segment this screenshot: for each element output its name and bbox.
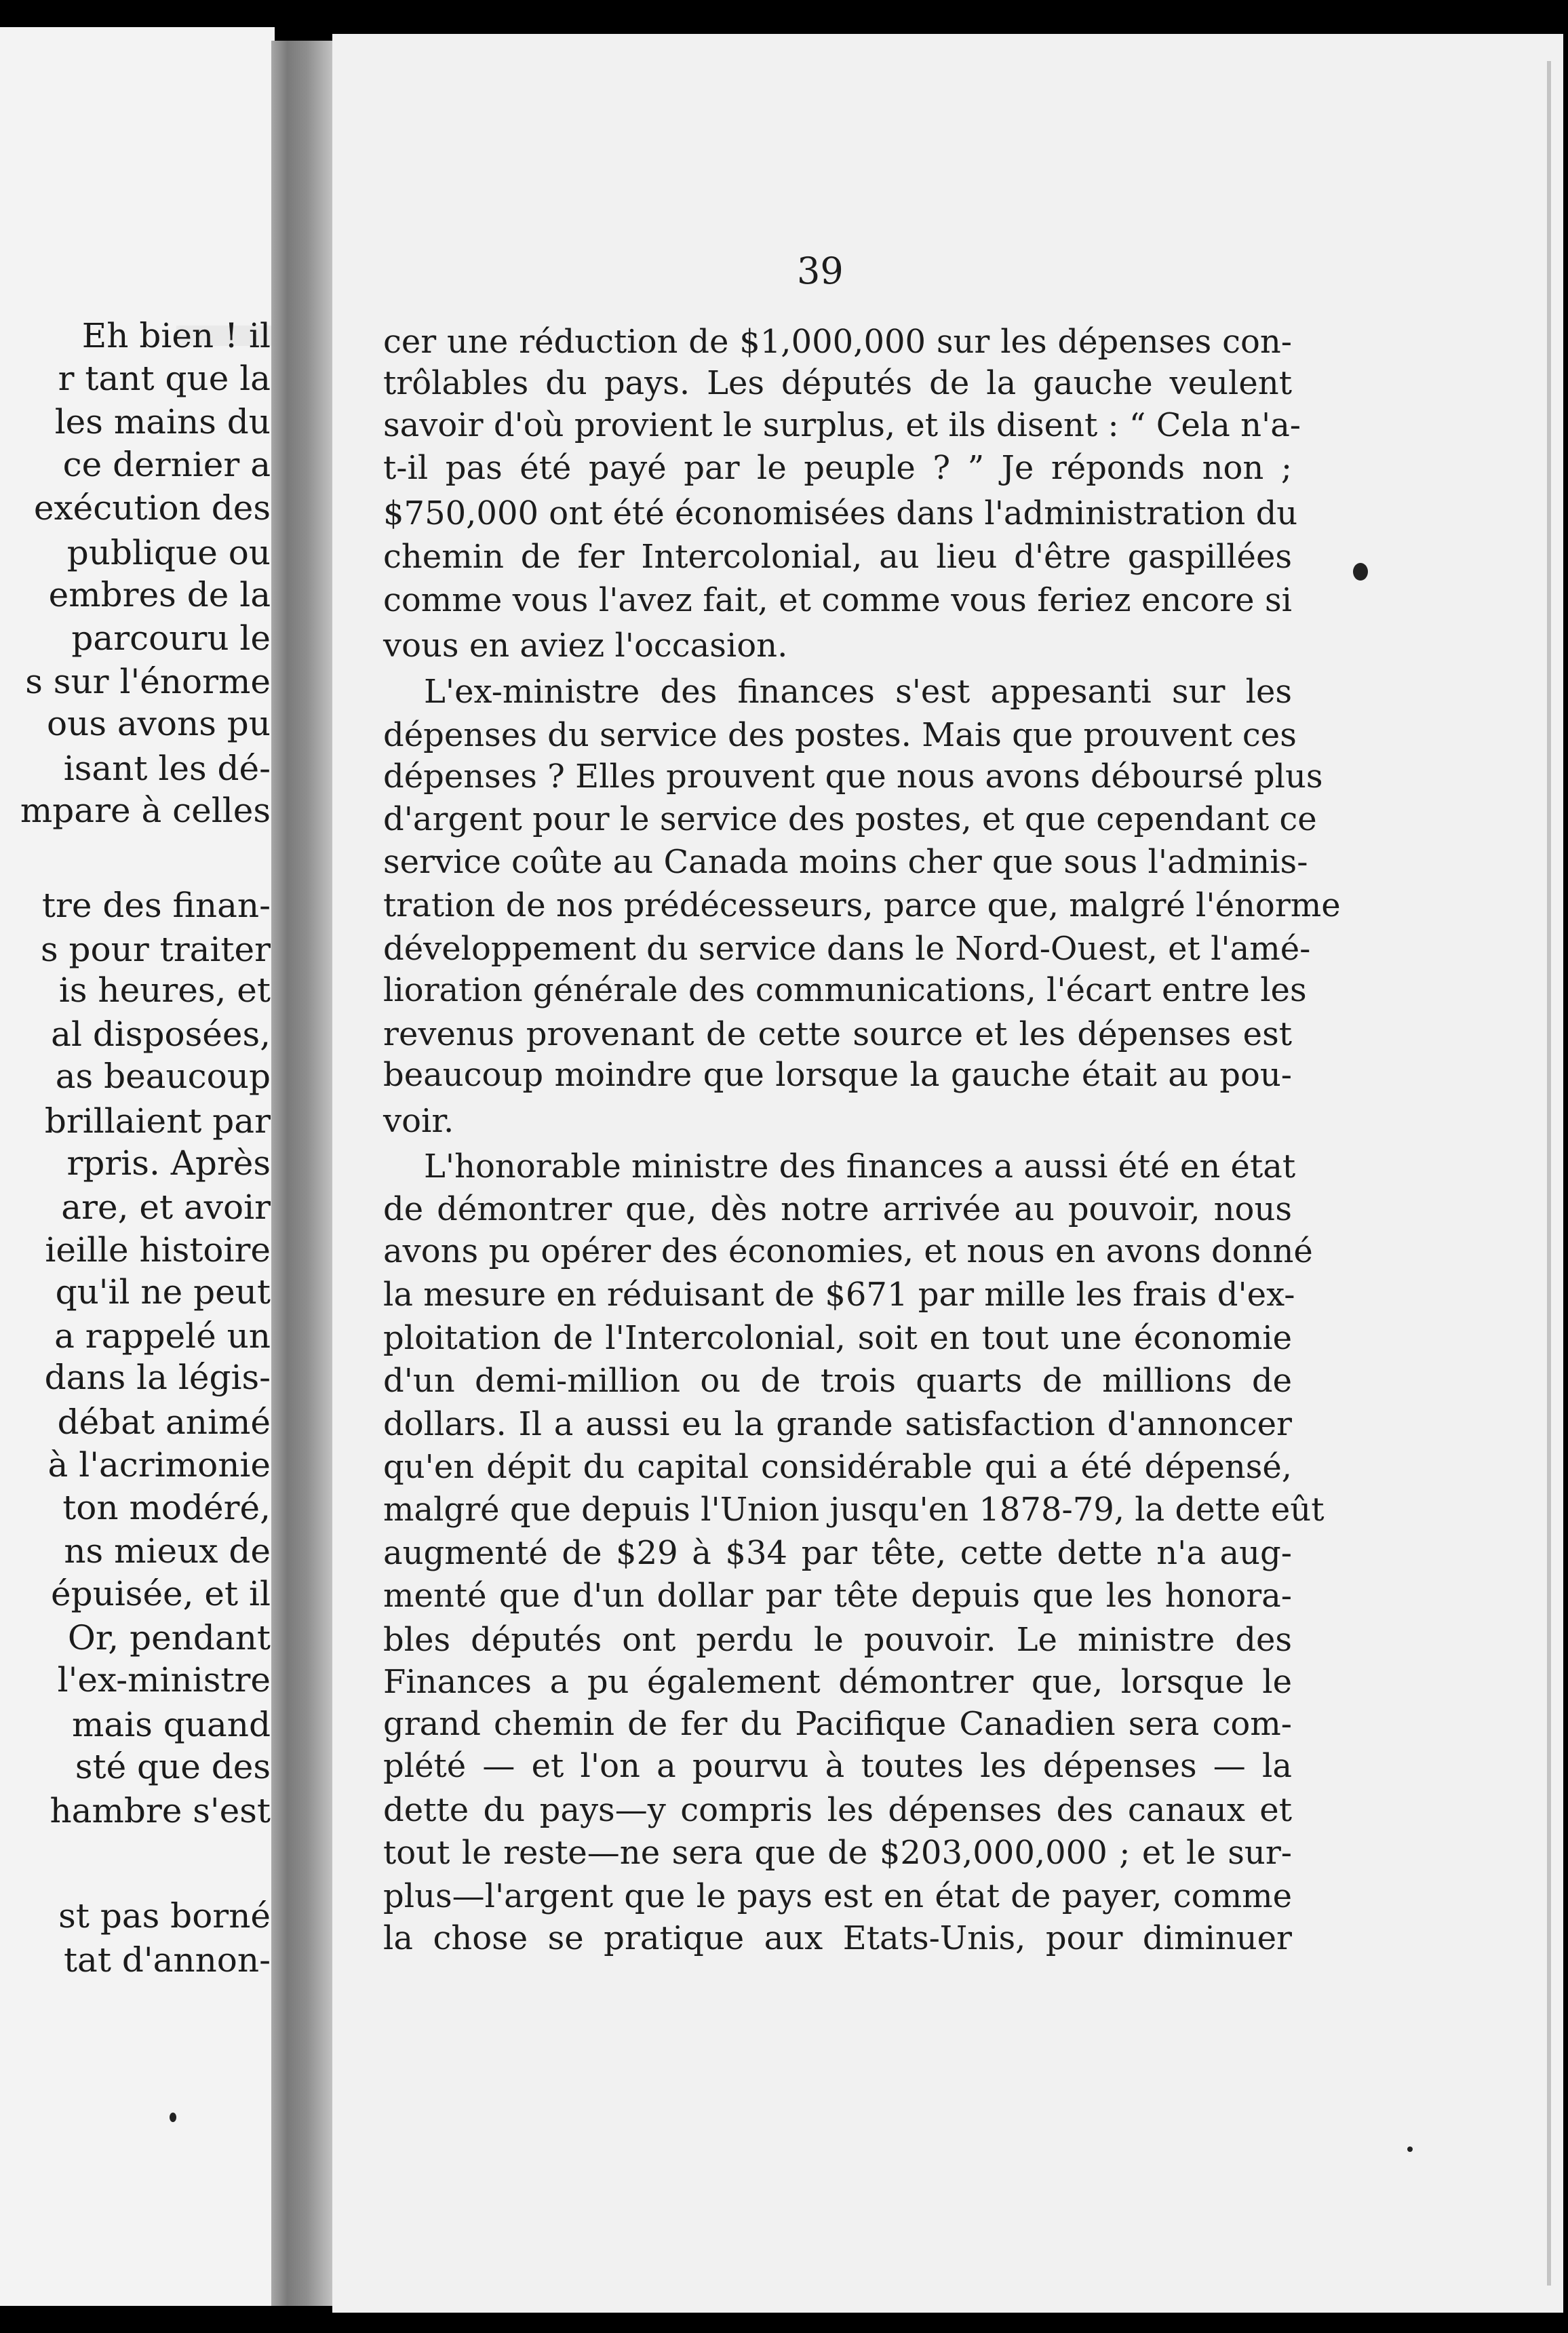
left-text-line: publique ou: [66, 533, 271, 572]
left-text-line: r tant que la: [58, 359, 271, 398]
text-line: de démontrer que, dès notre arrivée au pouvoir, nous: [383, 1190, 1292, 1228]
text-line: plété — et l'on a pourvu à toutes les dépenses — la: [383, 1747, 1292, 1785]
left-text-line: mpare à celles: [20, 791, 271, 830]
text-line: voir.: [383, 1102, 454, 1140]
left-text-line: as beaucoup: [55, 1057, 271, 1096]
text-line: dépenses ? Elles prouvent que nous avons déboursé plus: [383, 758, 1323, 796]
left-text-line: Or, pendant: [67, 1618, 271, 1658]
left-text-line: s pour traiter: [40, 930, 271, 969]
left-text-line: les mains du: [54, 402, 271, 442]
left-text-line: ns mieux de: [64, 1531, 271, 1571]
text-line: la chose se pratique aux Etats-Unis, pour diminuer: [383, 1919, 1292, 1957]
text-line: savoir d'où provient le surplus, et ils disent : “ Cela n'a-: [383, 406, 1301, 444]
left-text-line: l'ex-ministre: [57, 1660, 271, 1700]
left-text-line: ieille histoire: [45, 1230, 271, 1270]
text-line: ploitation de l'Intercolonial, soit en tout une économie: [383, 1319, 1292, 1357]
text-line: cer une réduction de $1,000,000 sur les dépenses con-: [383, 323, 1292, 361]
left-text-line: ce dernier a: [62, 445, 271, 484]
text-line: t-il pas été payé par le peuple ? ” Je réponds non ;: [383, 449, 1292, 487]
left-text-line: ton modéré,: [62, 1488, 271, 1527]
text-line: d'argent pour le service des postes, et que cependant ce: [383, 800, 1317, 838]
text-line: bles députés ont perdu le pouvoir. Le ministre des: [383, 1621, 1292, 1659]
left-text-line: dans la légis-: [44, 1358, 271, 1397]
text-line: beaucoup moindre que lorsque la gauche était au pou-: [383, 1056, 1292, 1094]
ink-speck: [170, 2113, 176, 2122]
left-text-line: st pas borné: [58, 1896, 271, 1936]
left-text-line: débat animé: [57, 1403, 271, 1442]
left-text-line: embres de la: [48, 575, 271, 614]
text-line: tration de nos prédécesseurs, parce que, malgré l'énorme: [383, 886, 1341, 924]
text-line: L'honorable ministre des finances a aussi été en état: [424, 1148, 1296, 1185]
text-line: tout le reste—ne sera que de $203,000,000 ; et le sur-: [383, 1834, 1292, 1872]
left-text-line: rpris. Après: [66, 1143, 271, 1183]
left-text-line: isant les dé-: [63, 749, 271, 788]
left-text-line: ous avons pu: [47, 704, 271, 743]
text-line: vous en aviez l'occasion.: [383, 627, 788, 665]
text-line: Finances a pu également démontrer que, lorsque le: [383, 1663, 1292, 1701]
left-text-line: exécution des: [33, 488, 271, 528]
text-line: d'un demi-million ou de trois quarts de millions de: [383, 1362, 1292, 1400]
ink-speck: [1353, 563, 1368, 581]
text-line: avons pu opérer des économies, et nous en avons donné: [383, 1232, 1313, 1270]
text-line: service coûte au Canada moins cher que sous l'adminis-: [383, 843, 1308, 881]
left-text-line: are, et avoir: [61, 1188, 271, 1227]
text-line: dette du pays—y compris les dépenses des canaux et: [383, 1791, 1292, 1829]
left-text-line: hambre s'est: [50, 1791, 271, 1830]
left-text-line: qu'il ne peut: [55, 1272, 271, 1312]
page-edge: [1547, 61, 1551, 2286]
text-line: dépenses du service des postes. Mais que prouvent ces: [383, 716, 1297, 754]
left-text-line: tre des finan-: [41, 886, 271, 925]
text-line: chemin de fer Intercolonial, au lieu d'être gaspillées: [383, 538, 1292, 576]
left-text-line: épuisée, et il: [51, 1574, 271, 1613]
left-text-line: Eh bien ! il: [81, 316, 271, 355]
page-number: 39: [797, 250, 844, 292]
left-text-line: mais quand: [72, 1705, 271, 1744]
book-gutter: [271, 41, 336, 2306]
text-line: comme vous l'avez fait, et comme vous feriez encore si: [383, 581, 1292, 619]
text-line: menté que d'un dollar par tête depuis que les honora-: [383, 1577, 1292, 1615]
left-text-line: is heures, et: [58, 971, 271, 1010]
text-line: L'ex-ministre des finances s'est appesanti sur les: [424, 673, 1292, 711]
text-line: développement du service dans le Nord-Ouest, et l'amé-: [383, 930, 1311, 968]
left-text-line: a rappelé un: [54, 1316, 271, 1356]
left-text-line: al disposées,: [51, 1015, 271, 1054]
left-text-line: sté que des: [75, 1747, 271, 1786]
text-line: dollars. Il a aussi eu la grande satisfaction d'annoncer: [383, 1405, 1292, 1443]
left-text-line: brillaient par: [44, 1101, 271, 1141]
left-text-line: parcouru le: [71, 619, 271, 658]
left-text-line: s sur l'énorme: [25, 662, 271, 701]
text-line: revenus provenant de cette source et les dépenses est: [383, 1015, 1292, 1053]
text-line: la mesure en réduisant de $671 par mille les frais d'ex-: [383, 1276, 1295, 1314]
text-line: augmenté de $29 à $34 par tête, cette dette n'a aug-: [383, 1534, 1292, 1572]
left-facing-page: [0, 27, 275, 2306]
text-line: grand chemin de fer du Pacifique Canadien sera com-: [383, 1705, 1292, 1743]
text-line: plus—l'argent que le pays est en état de payer, comme: [383, 1877, 1292, 1915]
ink-speck: [1407, 2146, 1413, 2152]
text-line: $750,000 ont été économisées dans l'administration du: [383, 494, 1298, 532]
text-line: malgré que depuis l'Union jusqu'en 1878-79, la dette eût: [383, 1491, 1325, 1529]
text-line: qu'en dépit du capital considérable qui a été dépensé,: [383, 1448, 1292, 1486]
left-text-line: tat d'annon-: [63, 1940, 271, 1980]
text-line: lioration générale des communications, l'écart entre les: [383, 971, 1307, 1009]
text-line: trôlables du pays. Les députés de la gauche veulent: [383, 364, 1292, 402]
left-text-line: à l'acrimonie: [47, 1445, 271, 1485]
